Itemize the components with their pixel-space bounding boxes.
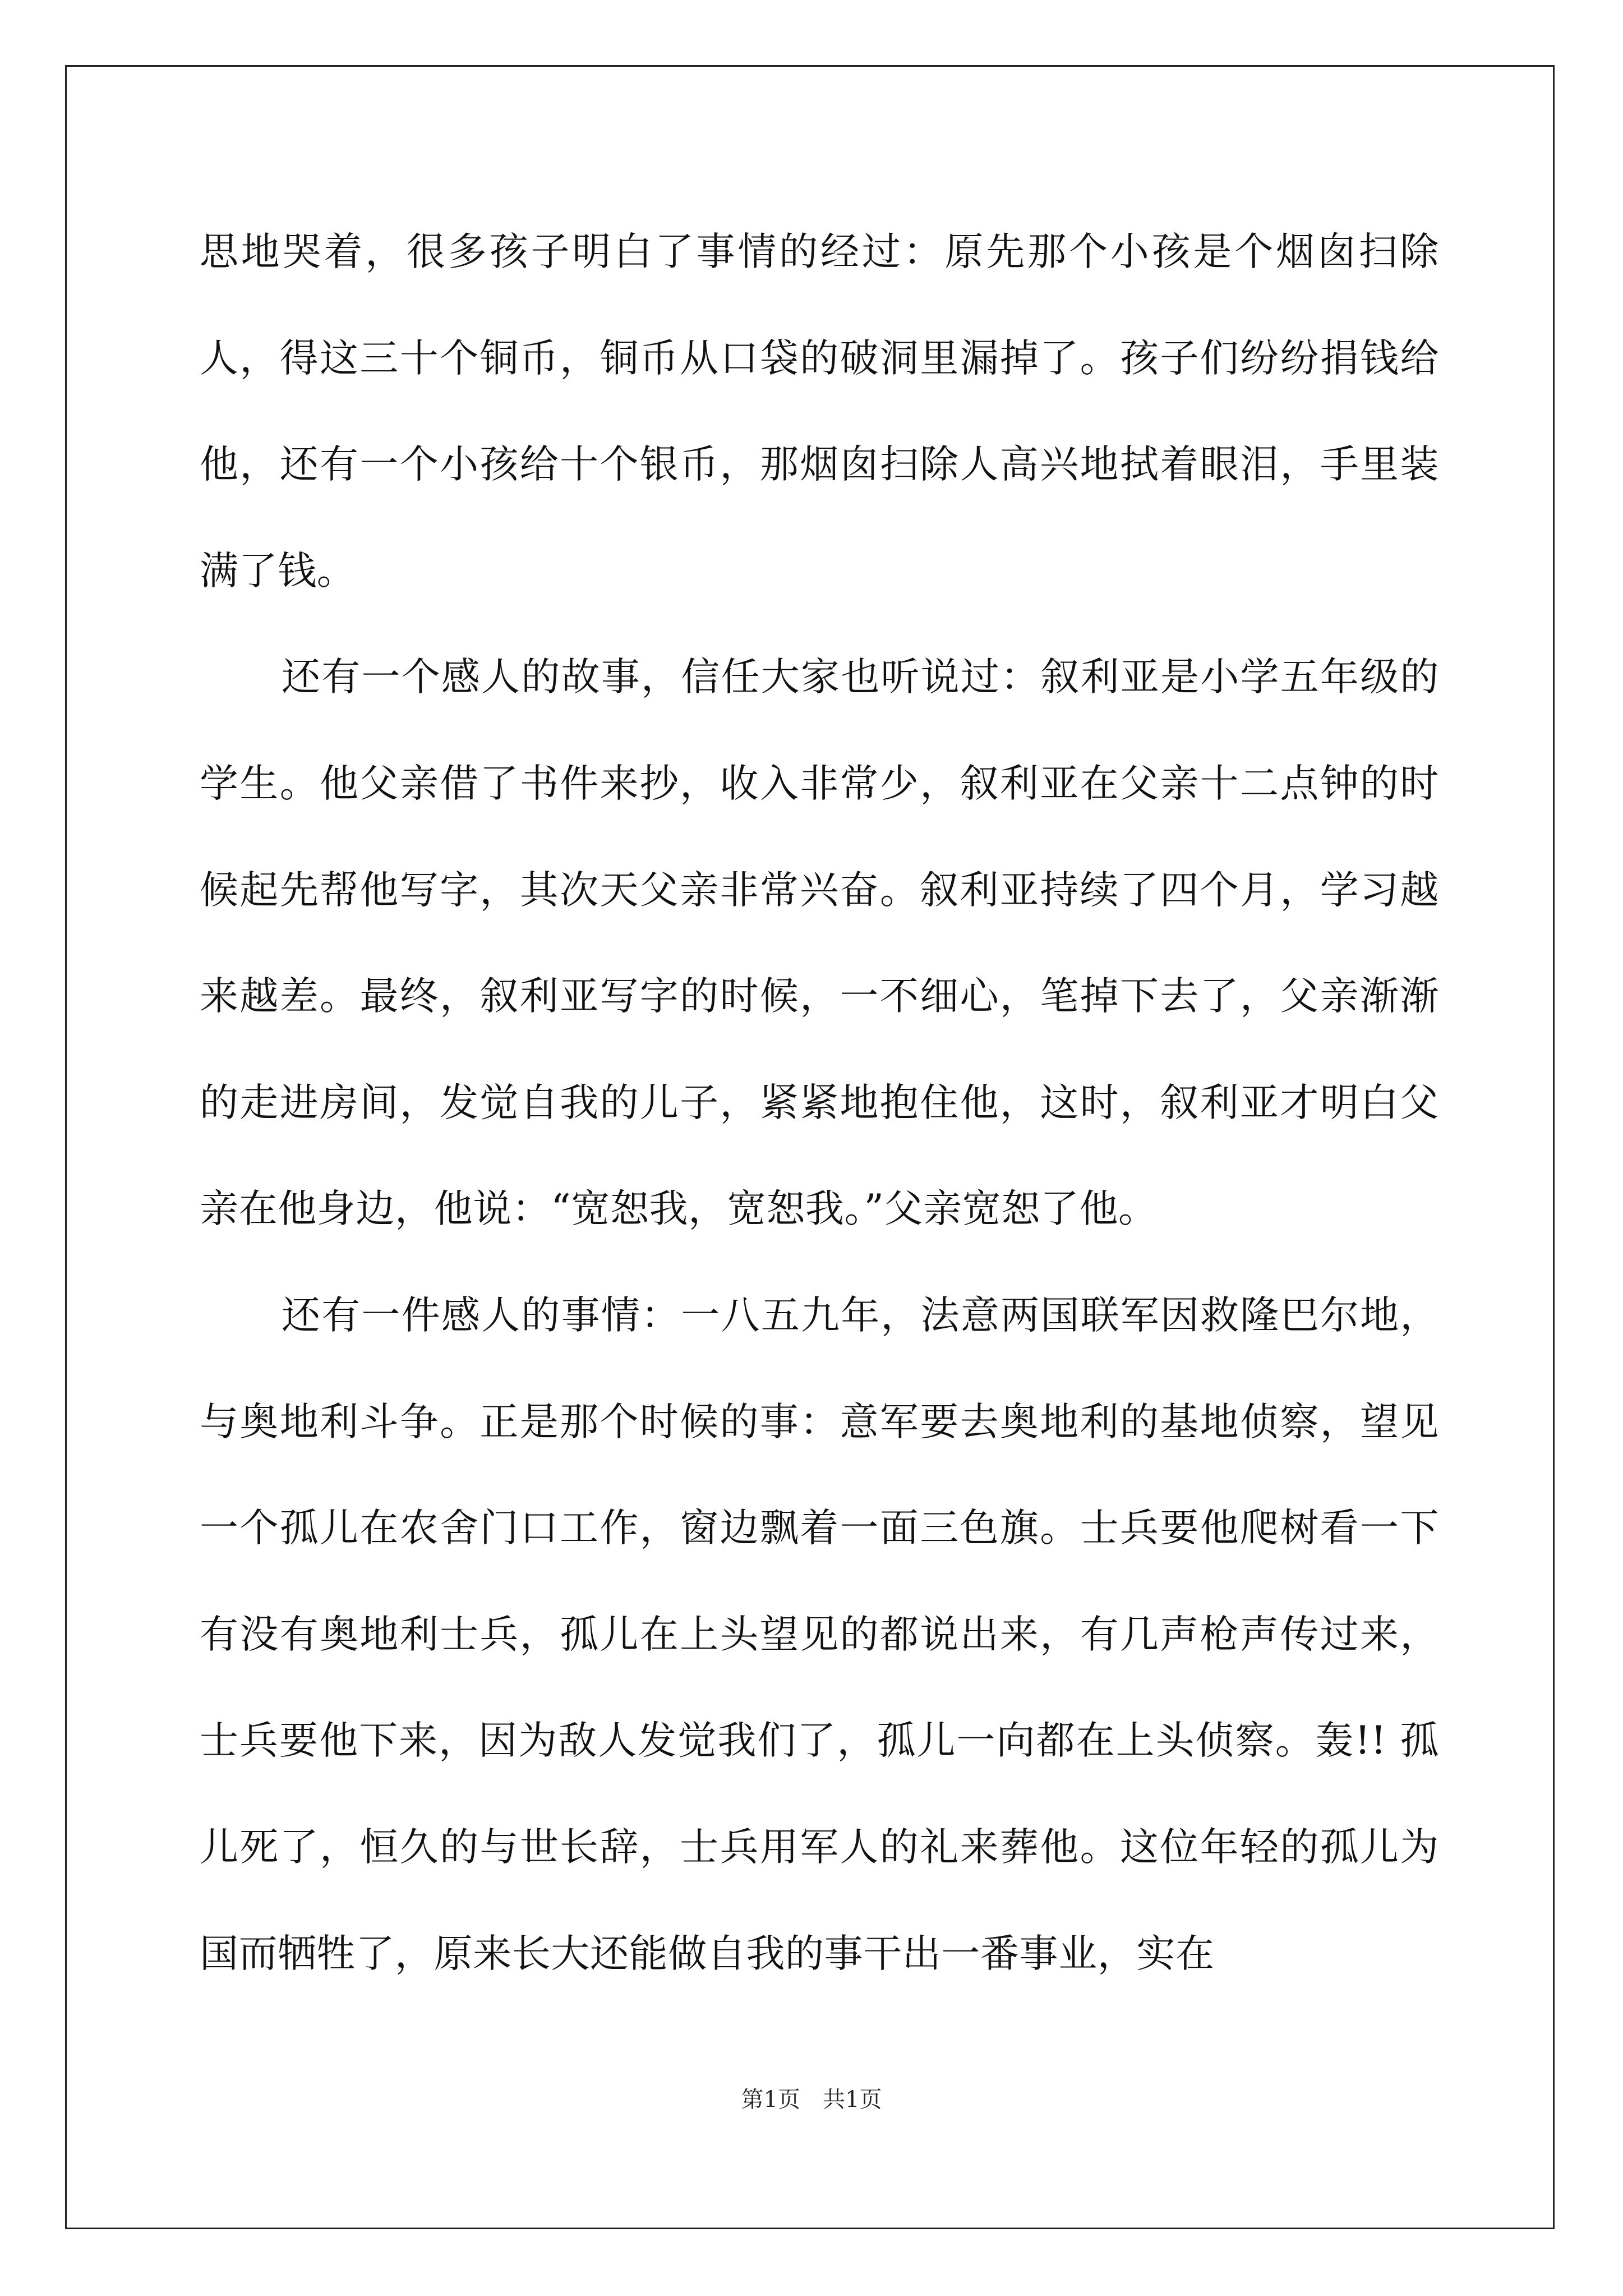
paragraph-2: 还有一个感人的故事，信任大家也听说过：叙利亚是小学五年级的学生。他父亲借了书件来抄，收入非常少，叙利亚在父亲十二点钟的时候起先帮他写字，其次天父亲非常兴奋。叙利亚持续了四个月，学习越来越差。最终，叙利亚写字的时候，一不细心，笔掉下去了，父亲渐渐的走进房间，发觉自我的儿子，紧紧地抱住他，这时，叙利亚才明白父亲在他身边，他说：“宽恕我，宽恕我。”父亲宽恕了他。 xyxy=(200,655,1439,1232)
document-body xyxy=(200,199,1439,2007)
page-number-footer: 第1页 共1页 xyxy=(741,2087,882,2113)
paragraph-1: 思地哭着，很多孩子明白了事情的经过：原先那个小孩是个烟囱扫除人，得这三十个铜币，铜币从口袋的破洞里漏掉了。孩子们纷纷捐钱给他，还有一个小孩给十个银币，那烟囱扫除人高兴地拭着眼泪，手里装满了钱。 xyxy=(200,229,1439,593)
paragraph-3: 还有一件感人的事情：一八五九年，法意两国联军因救隆巴尔地，与奥地利斗争。正是那个时候的事：意军要去奥地利的基地侦察，望见一个孤儿在农舍门口工作，窗边飘着一面三色旗。士兵要他爬树看一下有没有奥地利士兵，孤儿在上头望见的都说出来，有几声枪声传过来，士兵要他下来，因为敌人发觉我们了，孤儿一向都在上头侦察。轰!! 孤儿死了，恒久的与世长辞，士兵用军人的礼来葬他。这位年轻的孤儿为国而牺牲了，原来长大还能做自我的事干出一番事业，实在 xyxy=(200,1292,1439,1976)
